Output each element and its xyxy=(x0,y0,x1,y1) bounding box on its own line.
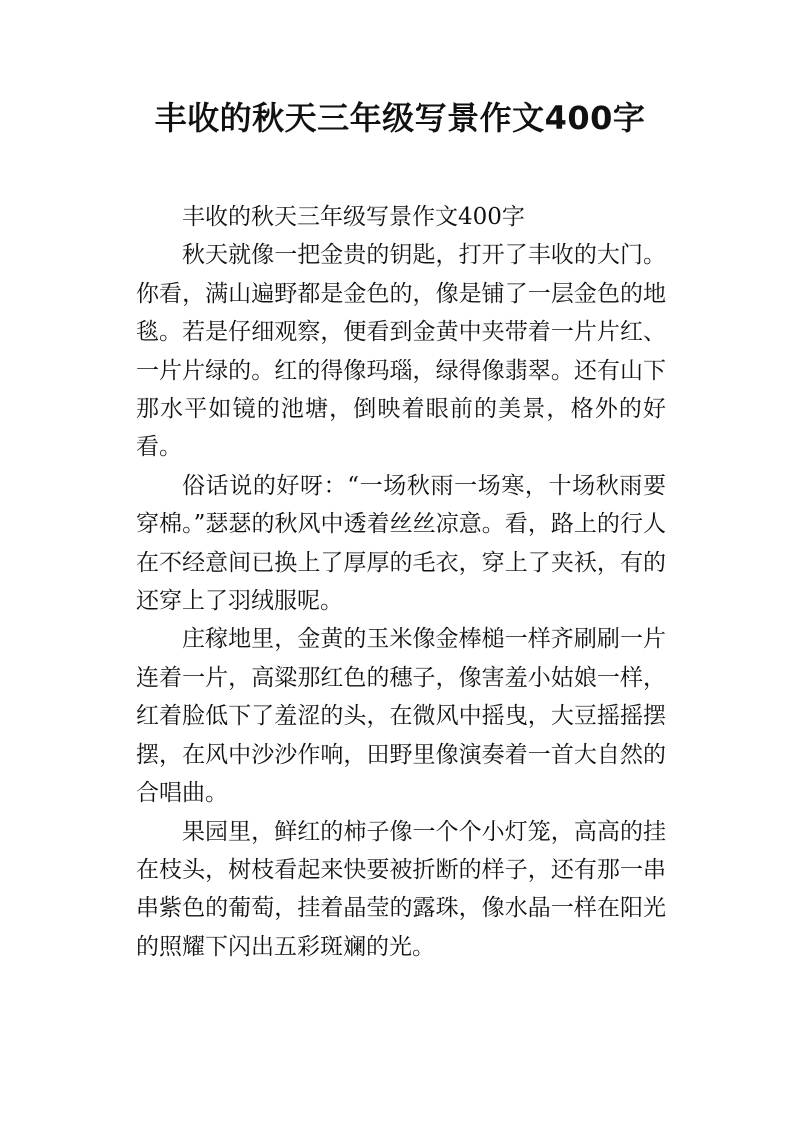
document-title: 丰收的秋天三年级写景作文400字 xyxy=(154,99,646,137)
paragraph-2: 俗话说的好呀：“一场秋雨一场寒，十场秋雨要穿棉。”瑟瑟的秋风中透着丝丝凉意。看，路上的行人在不经意间已换上了厚厚的毛衣，穿上了夹袄，有的还穿上了羽绒服呢。 xyxy=(136,472,666,615)
paragraph-3: 庄稼地里，金黄的玉米像金棒槌一样齐刷刷一片连着一片，高粱那红色的穗子，像害羞小姑娘一样，红着脸低下了羞涩的头，在微风中摇曳，大豆摇摇摆摆，在风中沙沙作响，田野里像演奏着一首大自然的合唱曲。 xyxy=(136,626,666,807)
paragraph-4: 果园里，鲜红的柿子像一个个小灯笼，高高的挂在枝头，树枝看起来快要被折断的样子，还有那一串串紫色的葡萄，挂着晶莹的露珠，像水晶一样在阳光的照耀下闪出五彩斑斓的光。 xyxy=(136,818,666,960)
document-body xyxy=(136,198,666,966)
paragraph-1: 秋天就像一把金贵的钥匙，打开了丰收的大门。你看，满山遍野都是金色的，像是铺了一层金色的地毯。若是仔细观察，便看到金黄中夹带着一片片红、一片片绿的。红的得像玛瑙，绿得像翡翠。还有山下那水平如镜的池塘，倒映着眼前的美景，格外的好看。 xyxy=(136,242,666,461)
document-subtitle: 丰收的秋天三年级写景作文400字 xyxy=(182,204,525,230)
